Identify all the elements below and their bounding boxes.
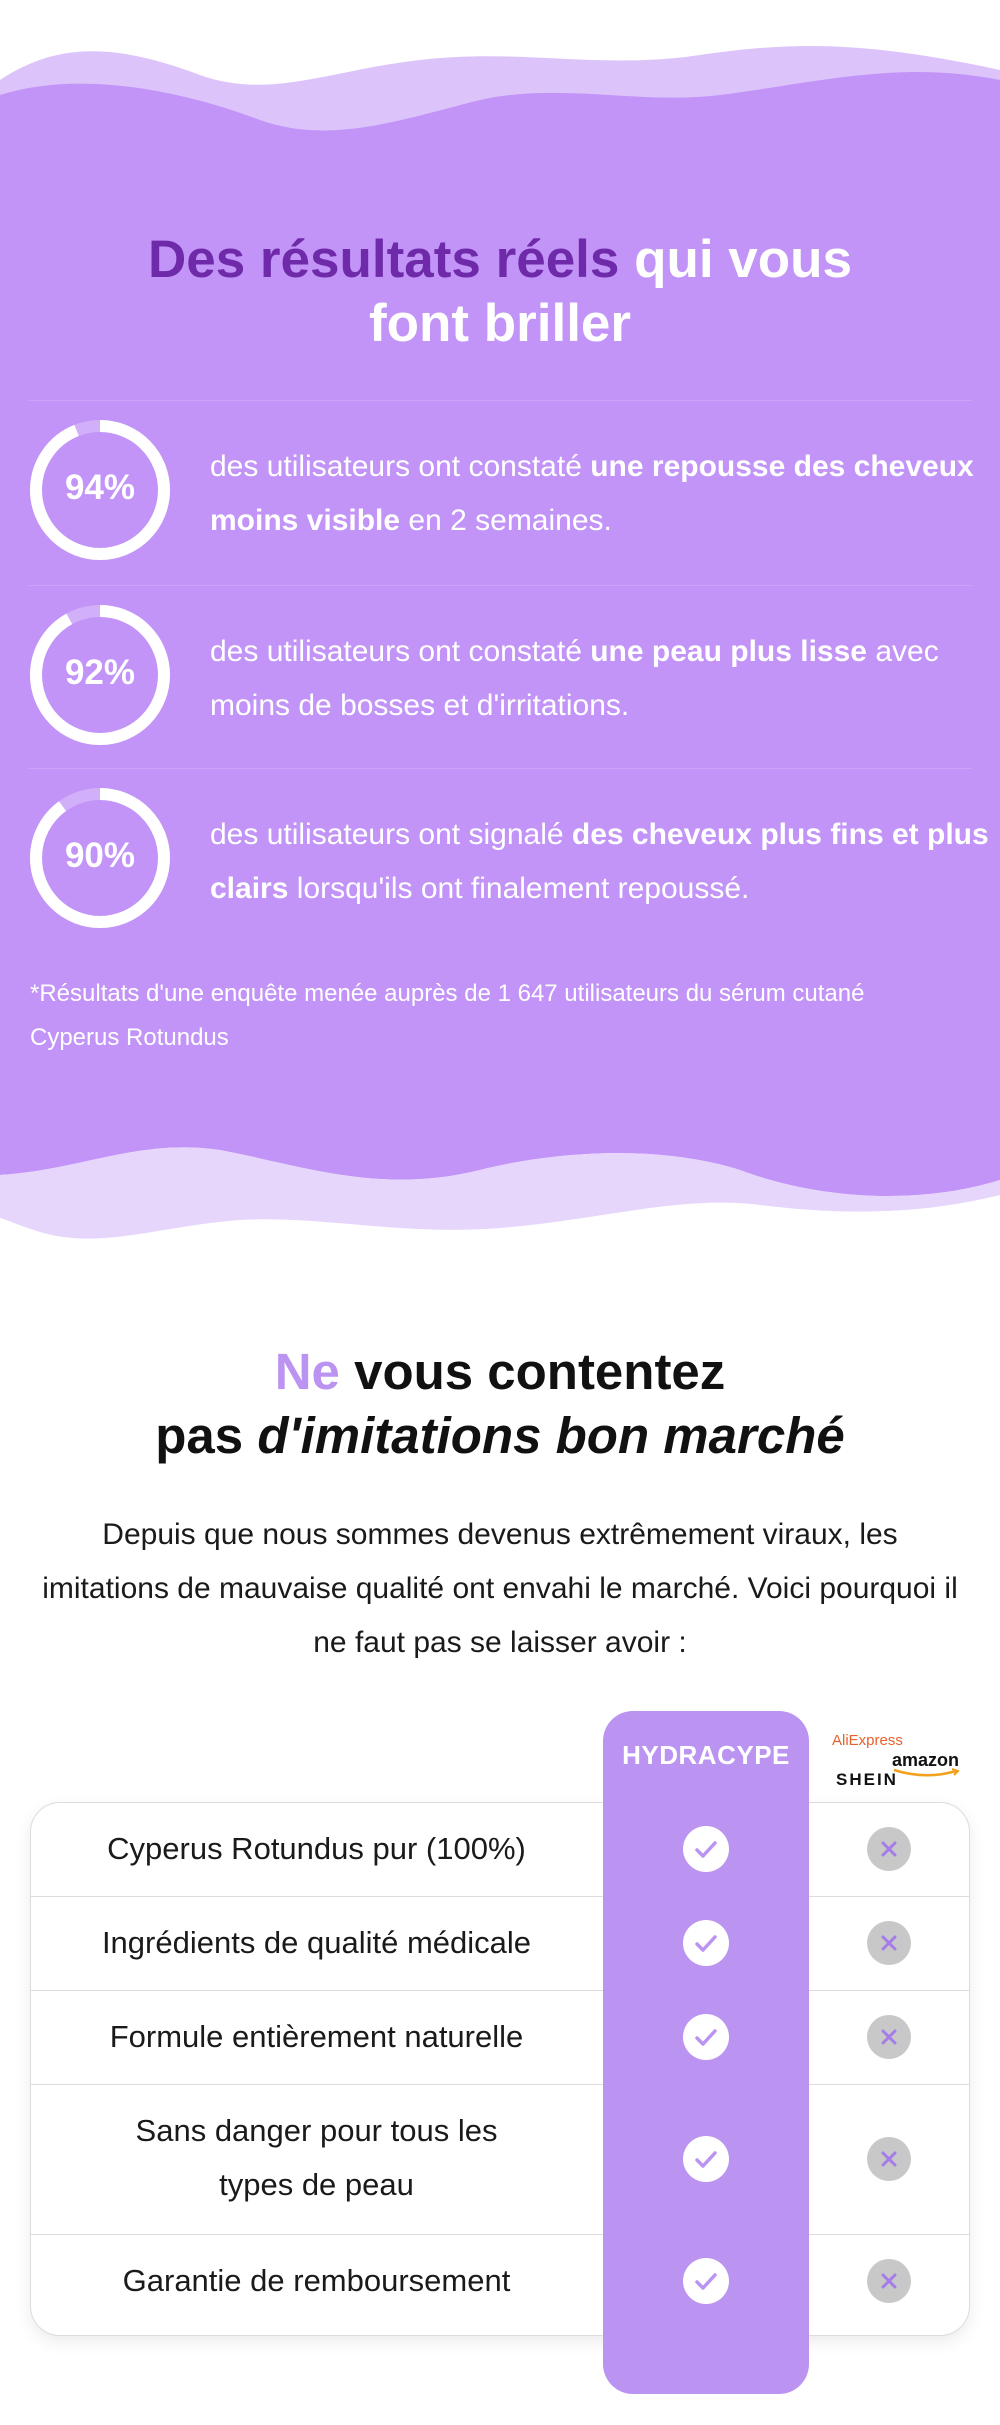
stat-text-pre: des utilisateurs ont constaté bbox=[210, 635, 591, 668]
feature-label: Cyperus Rotundus pur (100%) bbox=[107, 1831, 526, 1866]
imitations-title-pas: pas bbox=[155, 1407, 258, 1464]
check-icon bbox=[683, 2258, 729, 2304]
imitations-title bbox=[0, 1340, 1000, 1468]
imitations-title-italic: d'imitations bon marché bbox=[257, 1407, 845, 1464]
feature-label: Ingrédients de qualité médicale bbox=[101, 1925, 532, 1960]
feature-label: Garantie de remboursement bbox=[122, 2263, 511, 2298]
stat-text-pre: des utilisateurs ont constaté bbox=[210, 450, 591, 483]
cross-icon bbox=[867, 2259, 911, 2303]
table-row bbox=[30, 1990, 970, 2084]
imitations-title-rest: vous contentez bbox=[339, 1343, 726, 1400]
stat-text-bold: une peau plus lisse bbox=[590, 635, 867, 668]
results-title-light-2: font briller bbox=[368, 294, 632, 353]
results-title bbox=[0, 228, 1000, 356]
feature-label: Sans danger pour tous les types de peau bbox=[135, 2113, 498, 2202]
table-row bbox=[30, 2084, 970, 2234]
cross-icon bbox=[867, 1827, 911, 1871]
stat-text-pre: des utilisateurs ont signalé bbox=[210, 818, 572, 851]
imitations-title-accent: Ne bbox=[274, 1343, 340, 1400]
stat-text-post: avec moins de bosses et d'irritations. bbox=[210, 635, 939, 722]
results-title-light: qui vous bbox=[634, 230, 853, 289]
aliexpress-logo: AliExpress bbox=[832, 1732, 903, 1749]
table-row bbox=[30, 1896, 970, 1990]
percent-label: 92% bbox=[64, 653, 136, 692]
survey-footnote: *Résultats d'une enquête menée auprès de 1 647 utilisateurs du sérum cutané Cyperus Rotundus bbox=[30, 980, 865, 1051]
stat-text bbox=[210, 440, 990, 548]
divider bbox=[28, 768, 972, 769]
amazon-smile-icon bbox=[892, 1768, 962, 1778]
cross-icon bbox=[867, 1921, 911, 1965]
stat-text-post: en 2 semaines. bbox=[400, 504, 612, 537]
cross-icon bbox=[867, 2137, 911, 2181]
divider bbox=[28, 400, 972, 401]
brand-column-header: HYDRACYPE bbox=[622, 1740, 790, 1770]
amazon-logo: amazon bbox=[892, 1750, 960, 1770]
stat-text-bold: des cheveux plus fins et plus clairs bbox=[210, 818, 989, 905]
percent-label: 90% bbox=[64, 836, 136, 875]
stat-text-bold: une repousse des cheveux moins visible bbox=[210, 450, 974, 537]
stat-text bbox=[210, 808, 990, 916]
shein-logo: SHEIN bbox=[836, 1770, 898, 1789]
cross-icon bbox=[867, 2015, 911, 2059]
feature-label: Formule entièrement naturelle bbox=[109, 2019, 524, 2054]
stat-row bbox=[28, 410, 972, 570]
check-icon bbox=[683, 2136, 729, 2182]
stat-text-post: lorsqu'ils ont finalement repoussé. bbox=[288, 872, 750, 905]
stat-row bbox=[28, 778, 989, 938]
table-row bbox=[30, 1802, 970, 1896]
divider bbox=[28, 585, 972, 586]
stat-row bbox=[28, 595, 972, 755]
results-title-dark: Des résultats réels bbox=[147, 230, 620, 289]
check-icon bbox=[683, 1826, 729, 1872]
check-icon bbox=[683, 1920, 729, 1966]
percent-label: 94% bbox=[64, 468, 136, 507]
competitor-logos bbox=[826, 1728, 966, 1798]
table-row bbox=[30, 2234, 970, 2328]
imitations-description: Depuis que nous sommes devenus extrêmement viraux, les imitations de mauvaise qualité ont envahi le marché. Voici pourquoi il ne faut pas se laisser avoir : bbox=[42, 1518, 958, 1659]
stat-text bbox=[210, 625, 990, 733]
check-icon bbox=[683, 2014, 729, 2060]
